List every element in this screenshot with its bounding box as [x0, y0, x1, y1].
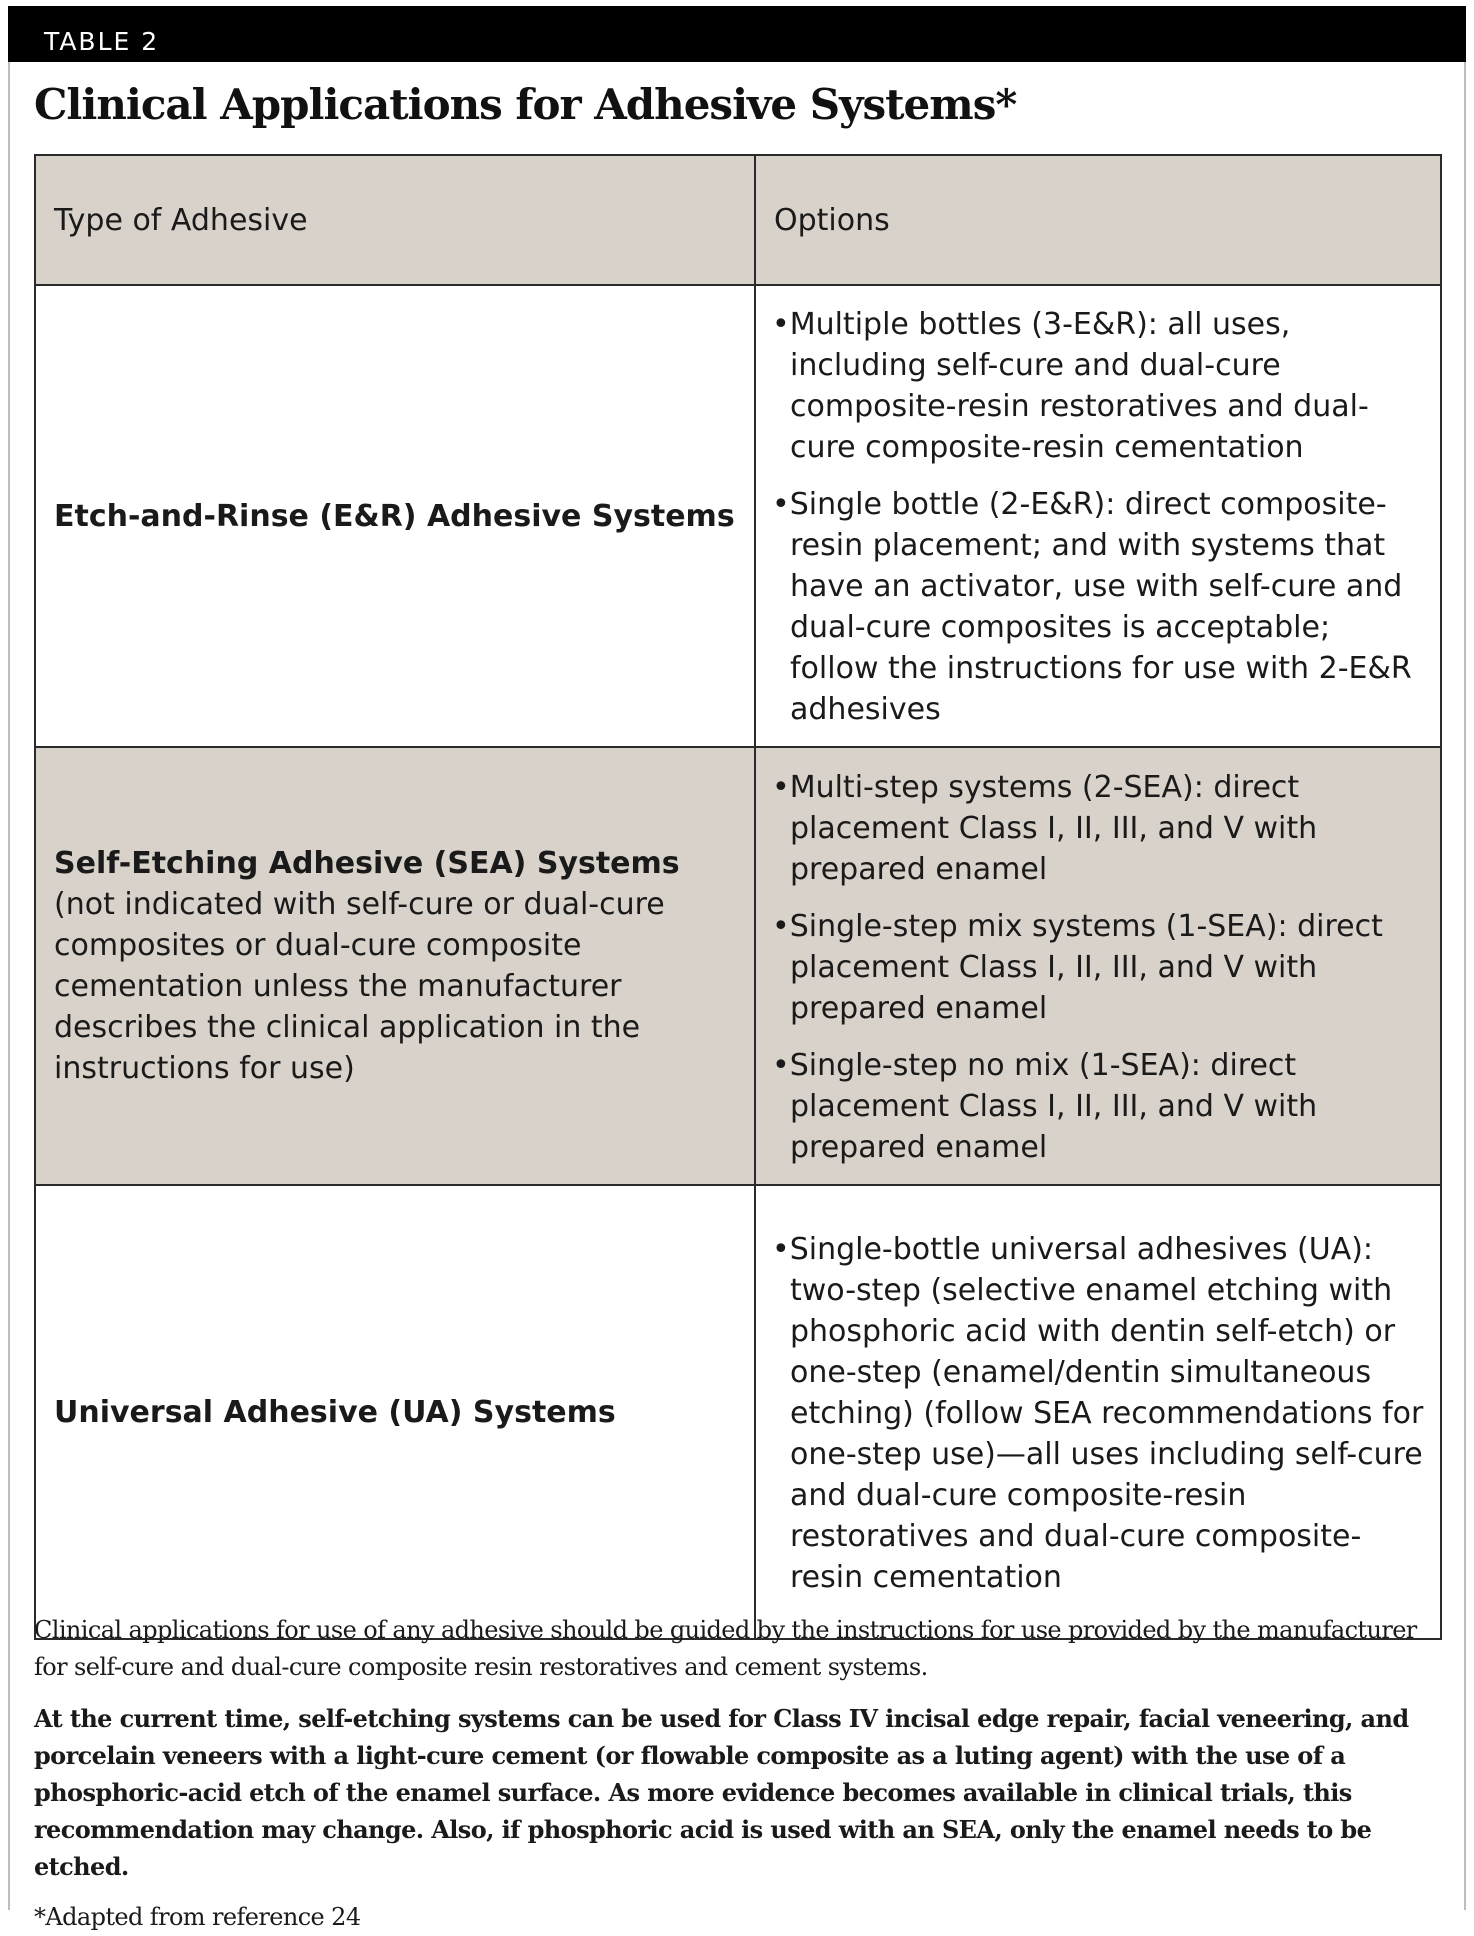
- option-item: •Multiple bottles (3-E&R): all uses, including self-cure and dual-cure composite-resin restoratives and dual-cure composite-resin cementation: [772, 307, 1369, 465]
- adhesive-table: [34, 154, 1442, 1640]
- column-header-type: Type of Adhesive: [35, 155, 755, 285]
- column-header-options: Options: [755, 155, 1441, 285]
- general-note: Clinical applications for use of any adhesive should be guided by the instructions for use provided by the manufacturer for self-cure and dual-cure composite resin restoratives and cement systems.: [34, 1616, 1417, 1681]
- options-cell: [755, 1185, 1441, 1639]
- table-row-self-etching: [35, 747, 1441, 1185]
- source-note: *Adapted from reference 24: [34, 1903, 361, 1931]
- option-item: •Single-bottle universal adhesives (UA): two-step (selective enamel etching with phosphoric acid with dentin self-etch) or one-step (enamel/dentin simultaneous etching) (follow SEA recommendations for one-step use)—all uses including self-cure and dual-cure composite-resin restoratives and dual-cure composite-resin cementation: [772, 1231, 1424, 1595]
- type-cell: [35, 1185, 755, 1639]
- options-cell: [755, 285, 1441, 747]
- type-name: Universal Adhesive (UA) Systems: [54, 1394, 616, 1430]
- table-title: Clinical Applications for Adhesive Systems*: [34, 80, 1017, 129]
- type-cell: [35, 285, 755, 747]
- table-header-row: [35, 155, 1441, 285]
- option-item: •Single-step no mix (1-SEA): direct placement Class I, II, III, and V with prepared enamel: [772, 1047, 1318, 1165]
- table-row-universal: [35, 1185, 1441, 1639]
- type-name: Etch-and-Rinse (E&R) Adhesive Systems: [54, 498, 735, 534]
- option-item: •Multi-step systems (2-SEA): direct placement Class I, II, III, and V with prepared enamel: [772, 769, 1318, 887]
- type-name: Self-Etching Adhesive (SEA) Systems: [54, 846, 680, 881]
- table-row-etch-and-rinse: [35, 285, 1441, 747]
- option-item: •Single bottle (2-E&R): direct composite-resin placement; and with systems that have an activator, use with self-cure and dual-cure composites is acceptable; follow the instructions for use with 2-E&R adhesives: [772, 487, 1412, 727]
- option-item: •Single-step mix systems (1-SEA): direct placement Class I, II, III, and V with prepared enamel: [772, 908, 1383, 1026]
- type-note: (not indicated with self-cure or dual-cure composites or dual-cure composite cementation unless the manufacturer describes the clinical application in the instructions for use): [54, 887, 665, 1086]
- options-cell: [755, 747, 1441, 1185]
- table-label: TABLE 2: [44, 27, 160, 56]
- table-notes: [34, 1612, 1440, 1936]
- table-label-bar: [8, 6, 1466, 62]
- emphasis-note: At the current time, self-etching systems can be used for Class IV incisal edge repair, facial veneering, and porcelain veneers with a light-cure cement (or flowable composite as a luting agent) with the use of a phosphoric-acid etch of the enamel surface. As more evidence becomes available in clinical trials, this recommendation may change. Also, if phosphoric acid is used with an SEA, only the enamel needs to be etched.: [34, 1704, 1409, 1881]
- type-cell: [35, 747, 755, 1185]
